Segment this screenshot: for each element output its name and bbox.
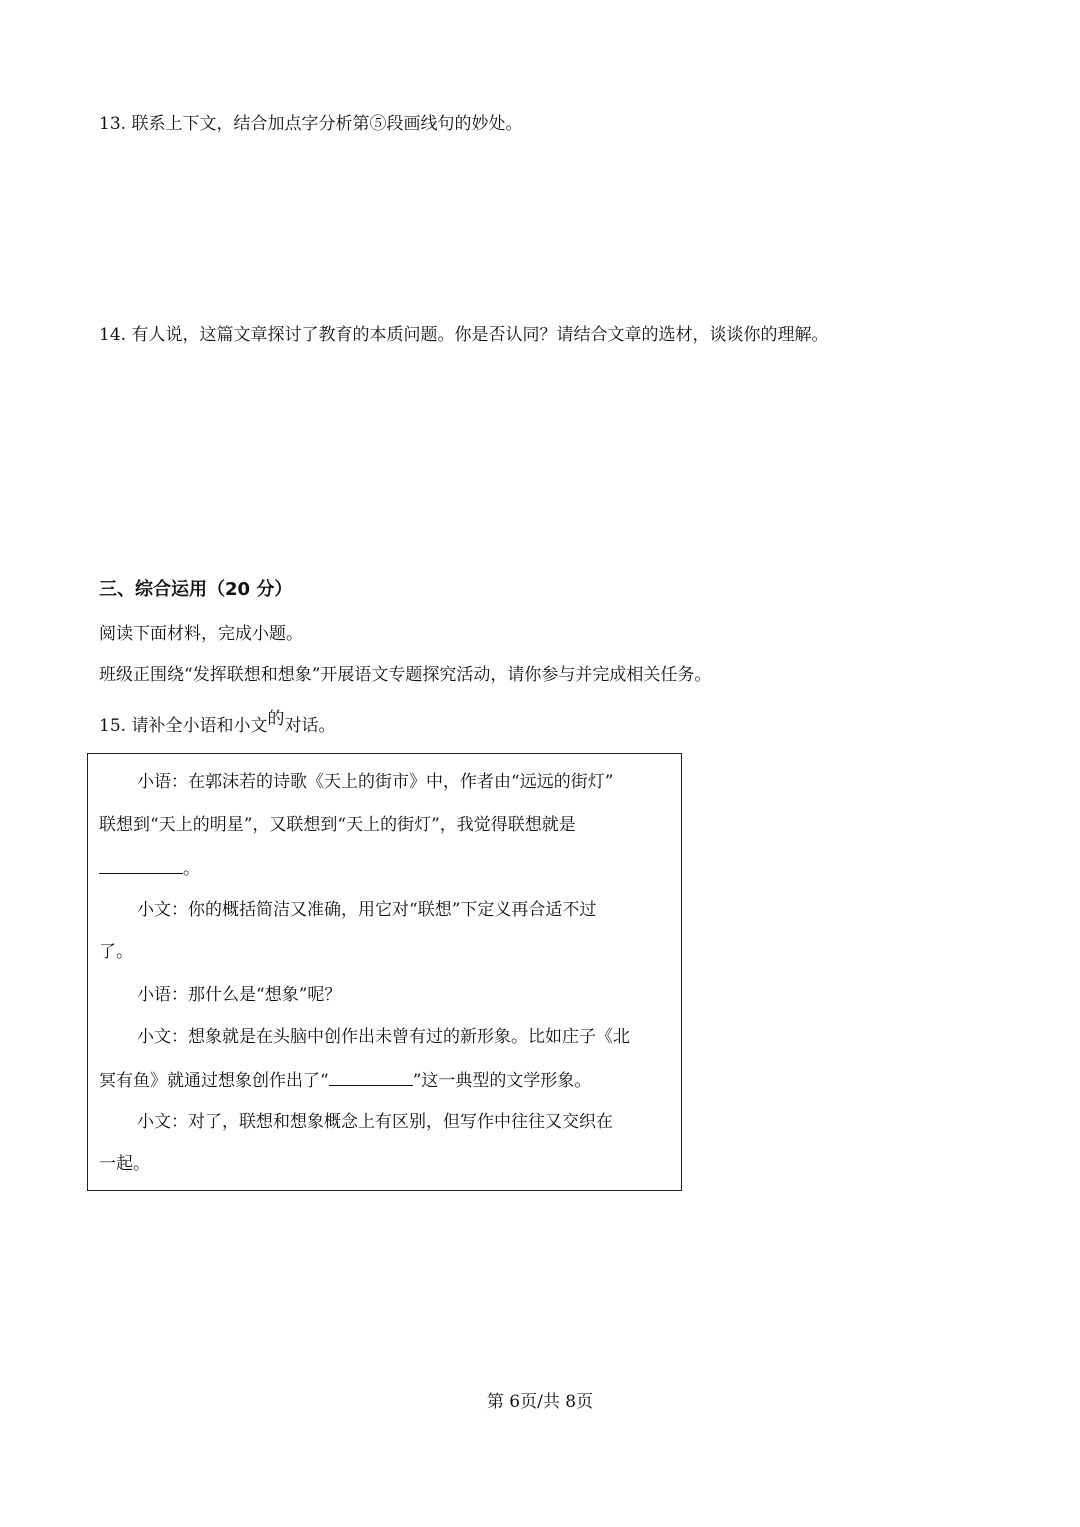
question-15-suffix: 对话。	[284, 716, 336, 736]
dialog-line-10: 一起。	[99, 1154, 150, 1174]
section-title: 三、综合运用（20 分）	[99, 579, 293, 600]
dialog-line-1: 小语：在郭沫若的诗歌《天上的街市》中，作者由“远远的街灯”	[137, 772, 614, 792]
dialog-line-6: 小语：那什么是“想象”呢？	[137, 985, 342, 1005]
section-instruction: 阅读下面材料，完成小题。	[99, 624, 303, 644]
question-15-raised-char: 的	[267, 709, 285, 729]
dialog-line-5: 了。	[99, 942, 133, 962]
dialog-line-7: 小文：想象就是在头脑中创作出未曾有过的新形象。比如庄子《北	[137, 1027, 630, 1047]
dialog-line-4: 小文：你的概括简洁又准确，用它对“联想”下定义再合适不过	[137, 900, 597, 920]
dialog-line-8-post: ”这一典型的文学形象。	[412, 1071, 592, 1091]
dialog-line-3-end: 。	[183, 859, 200, 879]
dialog-line-8-pre: 冥有鱼》就通过想象创作出了“	[99, 1071, 329, 1091]
page-footer: 第 6页/共 8页	[486, 1392, 594, 1412]
question-13: 13. 联系上下文，结合加点字分析第⑤段画线句的妙处。	[99, 114, 523, 134]
dialog-line-8	[99, 1067, 591, 1093]
dialog-line-9: 小文：对了，联想和想象概念上有区别，但写作中往往又交织在	[137, 1112, 613, 1132]
question-15	[99, 709, 336, 738]
fill-blank-2[interactable]	[329, 1067, 413, 1086]
fill-blank-1[interactable]	[99, 855, 183, 874]
dialog-line-3	[99, 855, 200, 881]
section-intro: 班级正围绕“发挥联想和想象”开展语文专题探究活动，请你参与并完成相关任务。	[99, 665, 712, 685]
question-14: 14. 有人说，这篇文章探讨了教育的本质问题。你是否认同？请结合文章的选材，谈谈你的理解。	[99, 325, 829, 345]
dialog-line-2: 联想到“天上的明星”，又联想到“天上的街灯”，我觉得联想就是	[99, 815, 576, 835]
dialog-box	[87, 753, 682, 1191]
question-15-prefix: 15. 请补全小语和小文	[99, 716, 268, 736]
